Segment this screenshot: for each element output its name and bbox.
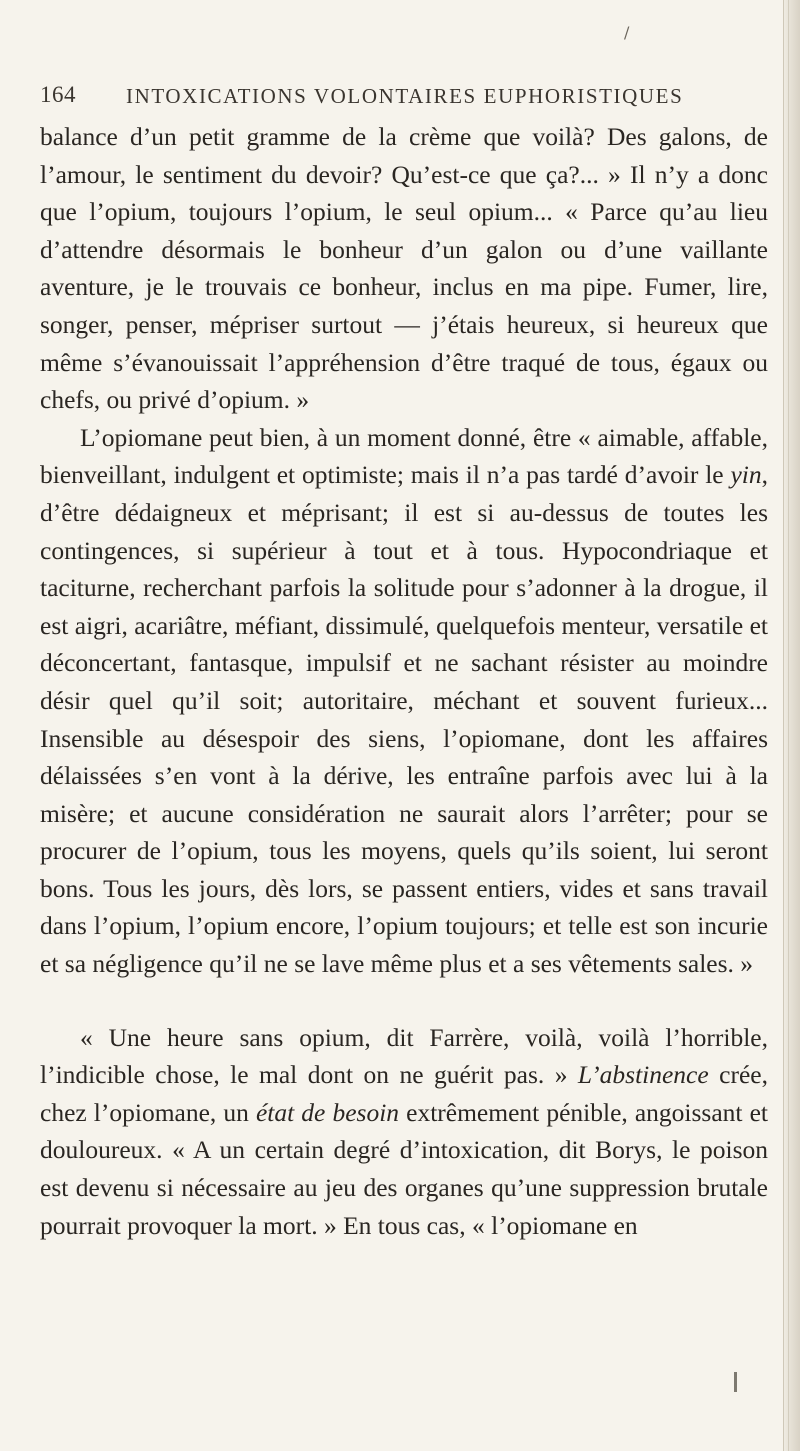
top-slash-mark: / bbox=[624, 23, 630, 42]
text-segment: balance d’un petit gramme de la crème que voilà? Des galons, de l’amour, le sentiment du devoir? Qu’est-ce que ça?... » Il n’y a donc que l’opium, toujours l’opium, le seul opium... « Parce qu’au lieu d’attendre désormais le bonheur d’un galon ou d’une vaillante aventure, je le trouvais ce bonheur, inclus en ma pipe. Fumer, lire, songer, penser, mépriser surtout — j’étais heureux, si heureux que même s’évanouissait l’appréhension d’être traqué de tous, égaux ou chefs, ou privé d’opium. » bbox=[40, 122, 768, 415]
margin-mark bbox=[734, 1372, 737, 1392]
page-edge bbox=[783, 0, 800, 1451]
text-segment: L’opiomane peut bien, à un moment donné, être « aimable, affable, bienveillant, indulgent et optimiste; mais il n’a pas tardé d’avoir le bbox=[40, 422, 768, 490]
paragraph bbox=[40, 118, 768, 419]
text-segment: crée, chez l’opiomane, un bbox=[40, 1060, 768, 1127]
running-head bbox=[40, 80, 720, 112]
text-segment: extrêmement pénible, angoissant et douloureux. « A un certain degré d’intoxication, dit Borys, le poison est devenu si nécessaire au jeu des organes qu’une suppression brutale pourrait provoquer la mort. » En tous cas, « l’opiomane en bbox=[40, 1097, 768, 1240]
italic-term: état de besoin bbox=[255, 1097, 400, 1127]
text-segment: , d’être dédaigneux et méprisant; il est si au-dessus de toutes les contingences, si supérieur à tout et à tous. Hypocondriaque et taciturne, recherchant parfois la solitude pour s’adonner à la drogue, il est aigri, acariâtre, méfiant, dissimulé, quelquefois menteur, versatile et déconcertant, fantasque, impulsif et ne sachant résister au moindre désir quel qu’il soit; autoritaire, méchant et souvent furieux... Insensible au désespoir des siens, l’opiomane, dont les affaires délaissées s’en vont à la dérive, les entraîne parfois avec lui à la misère; et aucune considération ne saurait alors l’arrêter; pour se procurer de l’opium, tous les moyens, quels qu’ils soient, lui seront bons. Tous les jours, dès lors, se passent entiers, vides et sans travail dans l’opium, l’opium encore, l’opium toujours; et telle est son incurie et sa négligence qu’il ne se lave même plus et a ses vêtements sales. » bbox=[40, 460, 768, 979]
body-text bbox=[40, 118, 768, 1244]
italic-term: L’abstinence bbox=[577, 1060, 709, 1090]
text-segment: « Une heure sans opium, dit Farrère, voilà, voilà l’horrible, l’indicible chose, le mal dont on ne guérit pas. » bbox=[40, 1022, 768, 1090]
paragraph bbox=[40, 419, 768, 983]
paragraph bbox=[40, 1019, 768, 1245]
italic-term: yin bbox=[730, 460, 762, 490]
running-title: INTOXICATIONS VOLONTAIRES EUPHORISTIQUES bbox=[126, 84, 684, 108]
page-number: 164 bbox=[40, 82, 76, 107]
